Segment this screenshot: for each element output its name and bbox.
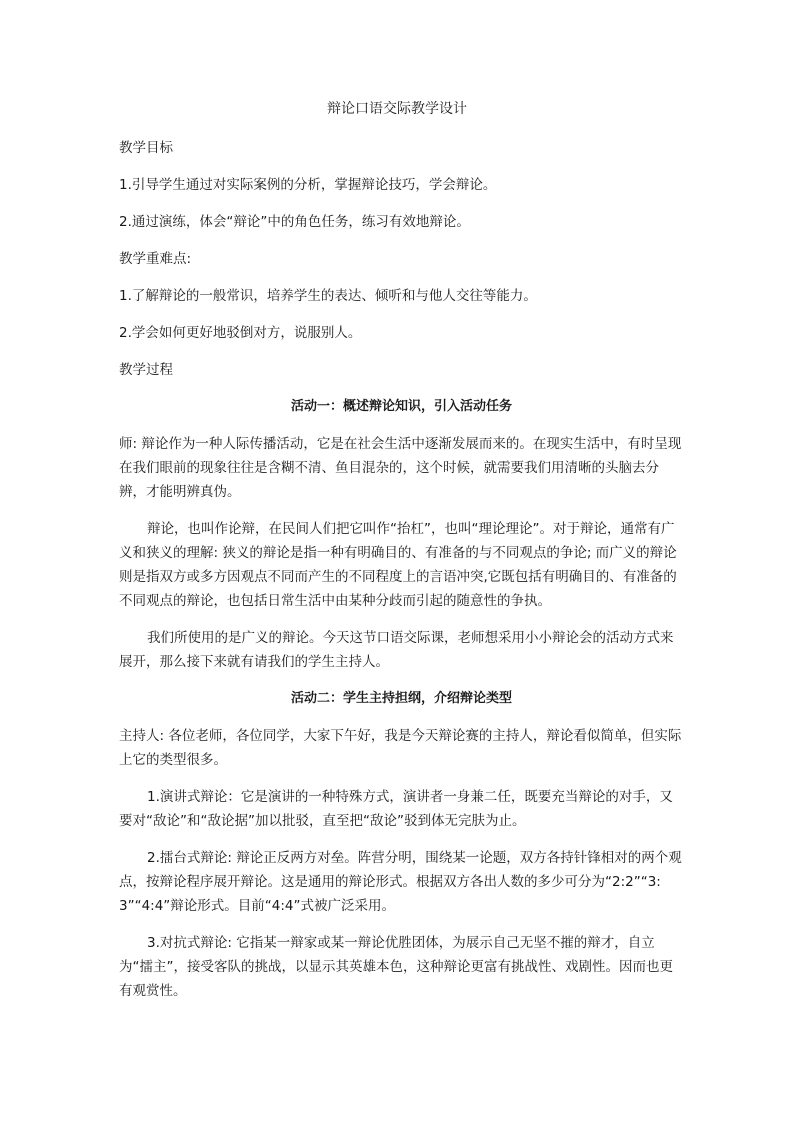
debate-type-2: 2.擂台式辩论: 辩论正反两方对垒。阵营分明，围绕某一论题，双方各持针锋相对的两个观点，按辩论程序展开辩论。这是通用的辩论形式。根据双方各出人数的多少可分为“2:2”“3:3”“4:4”辩论形式。目前“4:4”式被广泛采用。 xyxy=(119,850,682,914)
keypoint-item-1: 1.了解辩论的一般常识，培养学生的表达、倾听和与他人交往等能力。 xyxy=(119,288,537,304)
document-title: 辩论口语交际教学设计 xyxy=(327,101,467,117)
goal-item-2: 2.通过演练，体会“辩论”中的角色任务，练习有效地辩论。 xyxy=(119,214,470,230)
activity-1-heading: 活动一：概述辩论知识，引入活动任务 xyxy=(290,399,512,414)
goal-item-1: 1.引导学生通过对实际案例的分析，掌握辩论技巧，学会辩论。 xyxy=(119,177,497,193)
activity-1-paragraph-3: 我们所使用的是广义的辩论。今天这节口语交际课，老师想采用小小辩论会的活动方式来展开，那么接下来就有请我们的学生主持人。 xyxy=(119,630,674,670)
activity-2-heading: 活动二：学生主持担纲，介绍辩论类型 xyxy=(290,691,512,706)
section-heading-process: 教学过程 xyxy=(119,362,173,378)
document-body xyxy=(119,136,684,1016)
activity-1-paragraph-2: 辩论，也叫作论辩，在民间人们把它叫作“抬杠”，也叫“理论理论”。对于辩论，通常有广义和狭义的理解: 狭义的辩论是指一种有明确目的、有准备的与不同观点的争论; 而广义的辩论则是指双方或多方因观点不同而产生的不同程度上的言语冲突,它既包括有明确目的、有准备的不同观点的辩论，也包括日常生活中由某种分歧而引起的随意性的争执。 xyxy=(119,521,677,609)
section-heading-keypoints: 教学重难点: xyxy=(119,251,192,267)
activity-1-paragraph-1: 师: 辩论作为一种人际传播活动，它是在社会生活中逐渐发展而来的。在现实生活中，有时呈现在我们眼前的现象往往是含糊不清、鱼目混杂的，这个时候，就需要我们用清晰的头脑去分辨，才能明辨真伪。 xyxy=(119,436,682,500)
section-heading-goals: 教学目标 xyxy=(119,140,173,156)
keypoint-item-2: 2.学会如何更好地驳倒对方，说服别人。 xyxy=(119,325,362,341)
activity-2-paragraph-1: 主持人: 各位老师，各位同学，大家下午好，我是今天辩论赛的主持人，辩论看似简单，但实际上它的类型很多。 xyxy=(119,728,682,768)
debate-type-1: 1.演讲式辩论：它是演讲的一种特殊方式，演讲者一身兼二任，既要充当辩论的对手，又要对“敌论”和“敌论据”加以批驳，直至把“敌论”驳到体无完肤为止。 xyxy=(119,789,673,829)
debate-type-3: 3.对抗式辩论: 它指某一辩家或某一辩论优胜团体，为展示自己无坚不摧的辩才，自立为“擂主”，接受客队的挑战，以显示其英雄本色，这种辩论更富有挑战性、戏剧性。因而也更有观赏性。 xyxy=(119,935,673,999)
